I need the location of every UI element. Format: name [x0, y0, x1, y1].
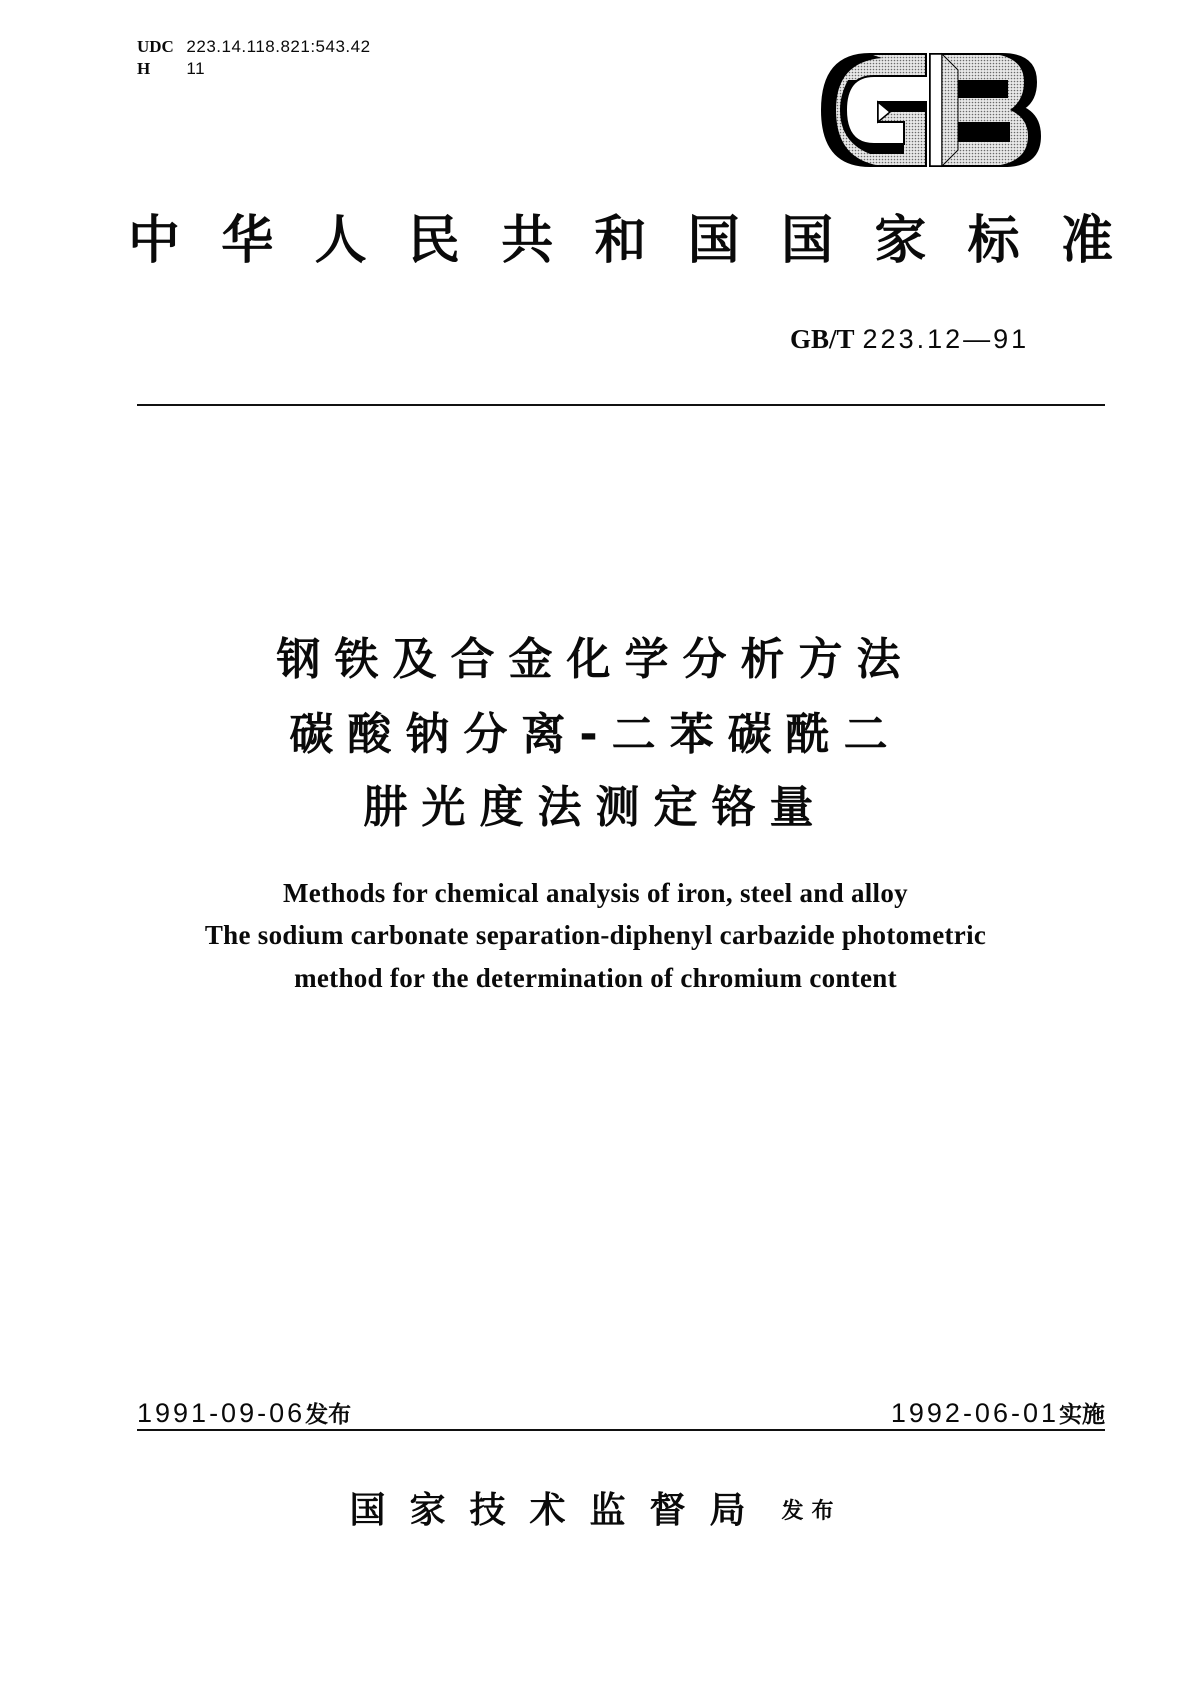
- class-row: [137, 58, 371, 80]
- class-label: H: [137, 59, 151, 78]
- heading-char: 民: [407, 210, 460, 271]
- publisher-action: 发布: [781, 1499, 842, 1524]
- standard-number: [790, 322, 1029, 357]
- heading-char: 国: [781, 210, 834, 271]
- heading-char: 和: [594, 210, 647, 271]
- publisher-organization: 国家技术监督局: [349, 1489, 770, 1531]
- implementation-date: [891, 1396, 1105, 1432]
- title-en-line-3: method for the determination of chromium content: [294, 963, 897, 993]
- title-en-line-2: The sodium carbonate separation-diphenyl carbazide photometric: [204, 920, 987, 950]
- heading-char: 标: [967, 210, 1020, 271]
- issue-date: [137, 1396, 351, 1432]
- implementation-date-value: 1992-06-01: [890, 1398, 1059, 1428]
- heading-char: 人: [314, 210, 367, 271]
- implementation-date-label: 实施: [1059, 1402, 1105, 1428]
- standard-prefix: GB/T: [790, 324, 855, 354]
- issue-date-value: 1991-09-06: [137, 1398, 306, 1428]
- standard-code: 223.12—91: [862, 324, 1030, 354]
- heading-char: 家: [874, 210, 927, 271]
- header-divider: [137, 404, 1105, 406]
- national-standard-heading: [128, 210, 1113, 272]
- title-cn-line-2: 碳酸钠分离-二苯碳酰二: [289, 709, 902, 760]
- udc-row: [137, 36, 371, 58]
- heading-char: 华: [221, 210, 274, 271]
- publisher: [0, 1488, 1191, 1532]
- heading-char: 共: [501, 210, 554, 271]
- udc-value: 223.14.118.821:543.42: [186, 37, 371, 56]
- heading-char: 中: [128, 210, 181, 271]
- heading-char: 准: [1060, 210, 1113, 271]
- udc-label: UDC: [137, 37, 174, 56]
- classification-codes: [137, 36, 371, 80]
- heading-char: 国: [687, 210, 740, 271]
- title-cn-line-1: 钢铁及合金化学分析方法: [276, 634, 915, 685]
- gb-logo-icon: [818, 50, 1044, 170]
- title-en-line-1: Methods for chemical analysis of iron, steel and alloy: [283, 878, 908, 908]
- class-value: 11: [186, 59, 206, 78]
- issue-date-label: 发布: [305, 1402, 352, 1428]
- footer-divider: [137, 1429, 1105, 1431]
- title-cn-line-3: 肼光度法测定铬量: [363, 782, 828, 833]
